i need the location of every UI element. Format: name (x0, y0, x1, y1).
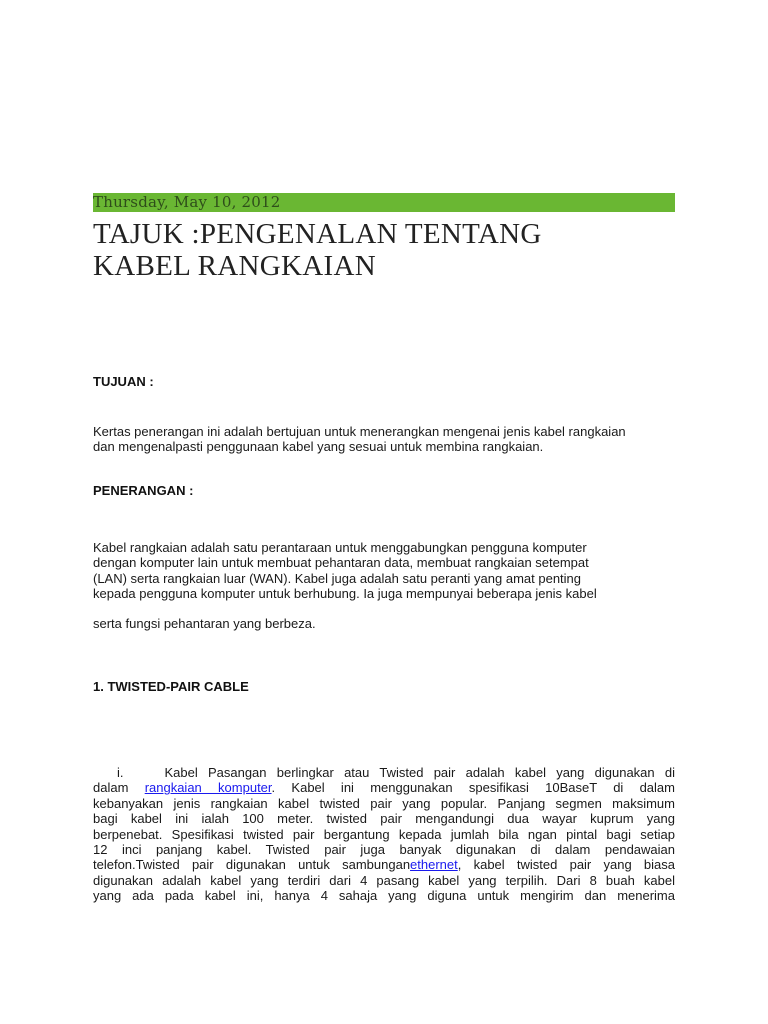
line-text: , kabel twisted pair yang biasa (457, 857, 675, 873)
paragraph-line: 12 inci panjang kabel. Twisted pair juga banyak digunakan di dalam pendawaian (93, 841, 675, 857)
post-date-bar (93, 193, 675, 212)
paragraph-line: digunakan adalah kabel yang terdiri dari 4 pasang kabel yang terpilih. Dari 8 buah kabel (93, 872, 675, 888)
paragraph-line: bagi kabel ini ialah 100 meter. twisted pair mengandungi dua wayar kuprum yang (93, 811, 675, 827)
paragraph-line (93, 765, 675, 780)
paragraph-line: serta fungsi pehantaran yang berbeza. (93, 616, 316, 631)
title-line: KABEL RANGKAIAN (93, 250, 376, 282)
paragraph-line: dan mengenalpasti penggunaan kabel yang sesuai untuk membina rangkaian. (93, 439, 544, 455)
paragraph-line: Kertas penerangan ini adalah bertujuan untuk menerangkan mengenai jenis kabel rangkaian (93, 424, 626, 439)
line-text: . Kabel ini menggunakan spesifikasi 10BaseT di dalam (271, 780, 675, 796)
paragraph-line: kepada pengguna komputer untuk berhubung. Ia juga mempunyai beberapa jenis kabel (93, 586, 597, 602)
paragraph-line: dengan komputer lain untuk membuat pehantaran data, membuat rangkaian setempat (93, 555, 589, 571)
page-title (93, 218, 675, 282)
paragraph-line: Kabel rangkaian adalah satu perantaraan untuk menggabungkan pengguna komputer (93, 540, 587, 555)
twisted-pair-paragraph (93, 765, 675, 904)
line-text: telefon.Twisted pair digunakan untuk sambungan (93, 857, 411, 873)
paragraph-line (93, 857, 675, 872)
paragraph-line: yang ada pada kabel ini, hanya 4 sahaja yang diguna untuk mengirim dan menerima (93, 888, 675, 904)
document-page (93, 0, 675, 1024)
tujuan-heading: TUJUAN : (93, 374, 154, 389)
penerangan-heading: PENERANGAN : (93, 483, 194, 498)
tujuan-paragraph (93, 424, 675, 455)
paragraph-line (93, 780, 675, 795)
list-marker: i. (117, 765, 124, 780)
penerangan-tail (93, 616, 675, 631)
penerangan-paragraph (93, 540, 675, 602)
paragraph-line: berpenebat. Spesifikasi twisted pair bergantung kepada jumlah bila ngan pintal bagi setiap (93, 826, 675, 842)
ethernet-link[interactable]: ethernet (410, 857, 458, 873)
line-text: Kabel Pasangan berlingkar atau Twisted pair adalah kabel yang digunakan di (164, 765, 675, 780)
twisted-pair-heading: 1. TWISTED-PAIR CABLE (93, 679, 249, 694)
post-date: Thursday, May 10, 2012 (93, 193, 281, 211)
title-line: TAJUK :PENGENALAN TENTANG (93, 218, 542, 250)
rangkaian-komputer-link[interactable]: rangkaian komputer (144, 780, 272, 796)
paragraph-line: kebanyakan jenis rangkaian kabel twisted pair yang popular. Panjang segmen maksimum (93, 795, 675, 811)
line-text: dalam (93, 780, 145, 796)
paragraph-line: (LAN) serta rangkaian luar (WAN). Kabel juga adalah satu peranti yang amat penting (93, 570, 582, 586)
